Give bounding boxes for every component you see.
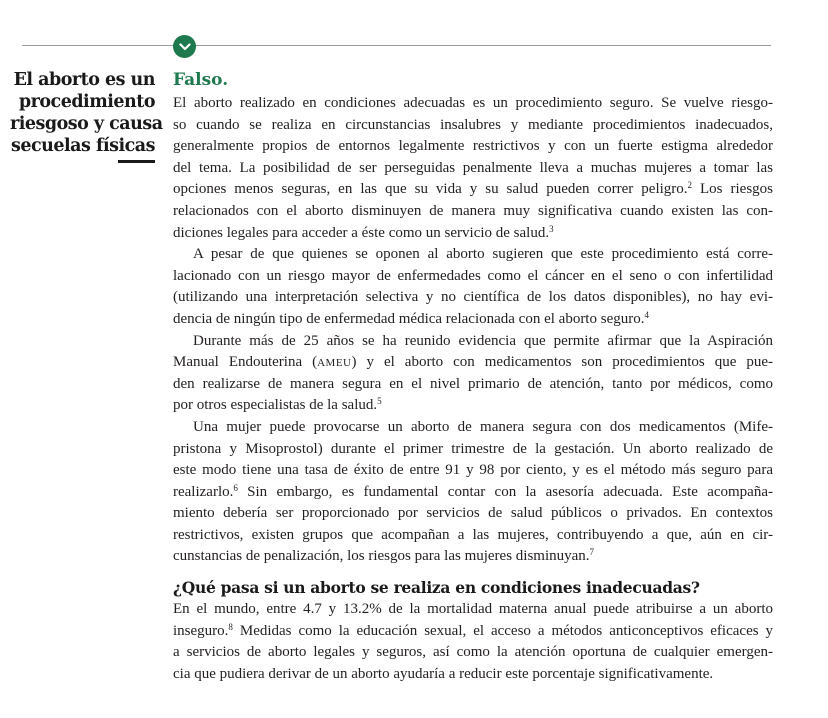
text-line: cia que pudiera derivar de un aborto ayudaría a reducir este porcentaje significativamente. (173, 665, 714, 682)
footnote-ref: 8 (228, 621, 233, 632)
text-line: lacionado con un riesgo mayor de enfermedades como el cáncer en el seno o con infertilidad (173, 267, 773, 284)
text-line: inseguro.$^8$ Medidas como la educación sexual, el acceso a métodos anticonceptivos eficaces y (173, 621, 773, 639)
title-underline (118, 160, 155, 163)
myth-title-line: El aborto es un (13, 70, 155, 90)
text-line: a servicios de aborto legales y seguros, así como la atención oportuna de cualquier emergen- (173, 644, 773, 661)
check-icon (173, 35, 196, 58)
answer-verdict: Falso. (173, 70, 229, 90)
text-line: relacionados con el aborto disminuyen de manera muy significativa cuando existen las con- (173, 202, 773, 219)
myth-title-line: riesgoso y causa (10, 114, 163, 134)
text-line: En el mundo, entre 4.7 y 13.2% de la mortalidad materna anual puede atribuirse a un aborto (173, 601, 773, 617)
text-line: so cuando se realiza en circunstancias insalubres y mediante procedimientos inadecuados, (173, 116, 773, 133)
text-line: El aborto realizado en condiciones adecuadas es un procedimiento seguro. Se vuelve riesgo- (173, 95, 773, 111)
text-line: generalmente propios de entornos legalmente restrictivos y con un fuerte estigma alrededor (173, 138, 773, 155)
text-line: den realizarse de manera segura en el nivel primario de atención, tanto por médicos, como (173, 375, 773, 392)
text-line: cunstancias de penalización, los riesgos para las mujeres disminuyan.$^7$ (173, 547, 595, 565)
footnote-ref: 7 (589, 547, 595, 558)
text-line: pristona y Misoprostol) durante el primer trimestre de la gestación. Un aborto realizado de (173, 440, 773, 457)
text-line: restrictivos, existen grupos que acompañan a las mujeres, contribuyendo a que, aún en cir- (173, 526, 773, 543)
text-line: Una mujer puede provocarse un aborto de manera segura con dos medicamentos (Mife- (193, 418, 773, 435)
text-line: miento debería ser proporcionado por servicios de salud públicos o privados. En contextos (173, 505, 773, 522)
section-heading: ¿Qué pasa si un aborto se realiza en condiciones inadecuadas? (173, 578, 700, 597)
text-line: opciones menos seguras, en las que su vida y su salud pueden correr peligro.$^2$ Los riesgos (173, 180, 773, 198)
body-text (173, 93, 773, 568)
section-body-text (173, 599, 773, 685)
footnote-ref: 3 (549, 223, 554, 234)
text-line: este modo tiene una tasa de éxito de entre 91 y 98 por ciento, y es el método más seguro para (173, 462, 773, 479)
text-line: del tema. La posibilidad de ser perseguidas penalmente lleva a muchas mujeres a tomar las (173, 159, 773, 176)
text-line: Manual Endouterina (ameu) y el aborto con medicamentos son procedimientos que pue- (173, 354, 773, 371)
text-line: A pesar de que quienes se oponen al aborto sugieren que este procedimiento está corre- (193, 246, 773, 263)
text-line: Durante más de 25 años se ha reunido evidencia que permite afirmar que la Aspiración (193, 332, 773, 349)
text-line: dencia de ningún tipo de enfermedad médica relacionada con el aborto seguro.$^4$ (173, 309, 649, 327)
footnote-ref: 2 (687, 180, 693, 191)
text-line: por otros especialistas de la salud.$^5$ (173, 396, 382, 414)
top-divider-rule (22, 45, 771, 46)
myth-title-line: secuelas físicas (11, 136, 155, 156)
footnote-ref: 6 (233, 482, 238, 493)
footnote-ref: 5 (377, 396, 382, 407)
text-line: realizarlo.$^6$ Sin embargo, es fundamental contar con la asesoría adecuada. Este acompaña- (173, 482, 773, 500)
footnote-ref: 4 (644, 309, 649, 320)
myth-title (10, 69, 163, 157)
myth-title-line: procedimiento (18, 92, 155, 112)
text-line: (utilizando una interpretación selectiva y no científica de los datos disponibles), no hay evi- (173, 289, 773, 306)
text-line: diciones legales para acceder a éste como un servicio de salud.$^3$ (173, 223, 554, 241)
